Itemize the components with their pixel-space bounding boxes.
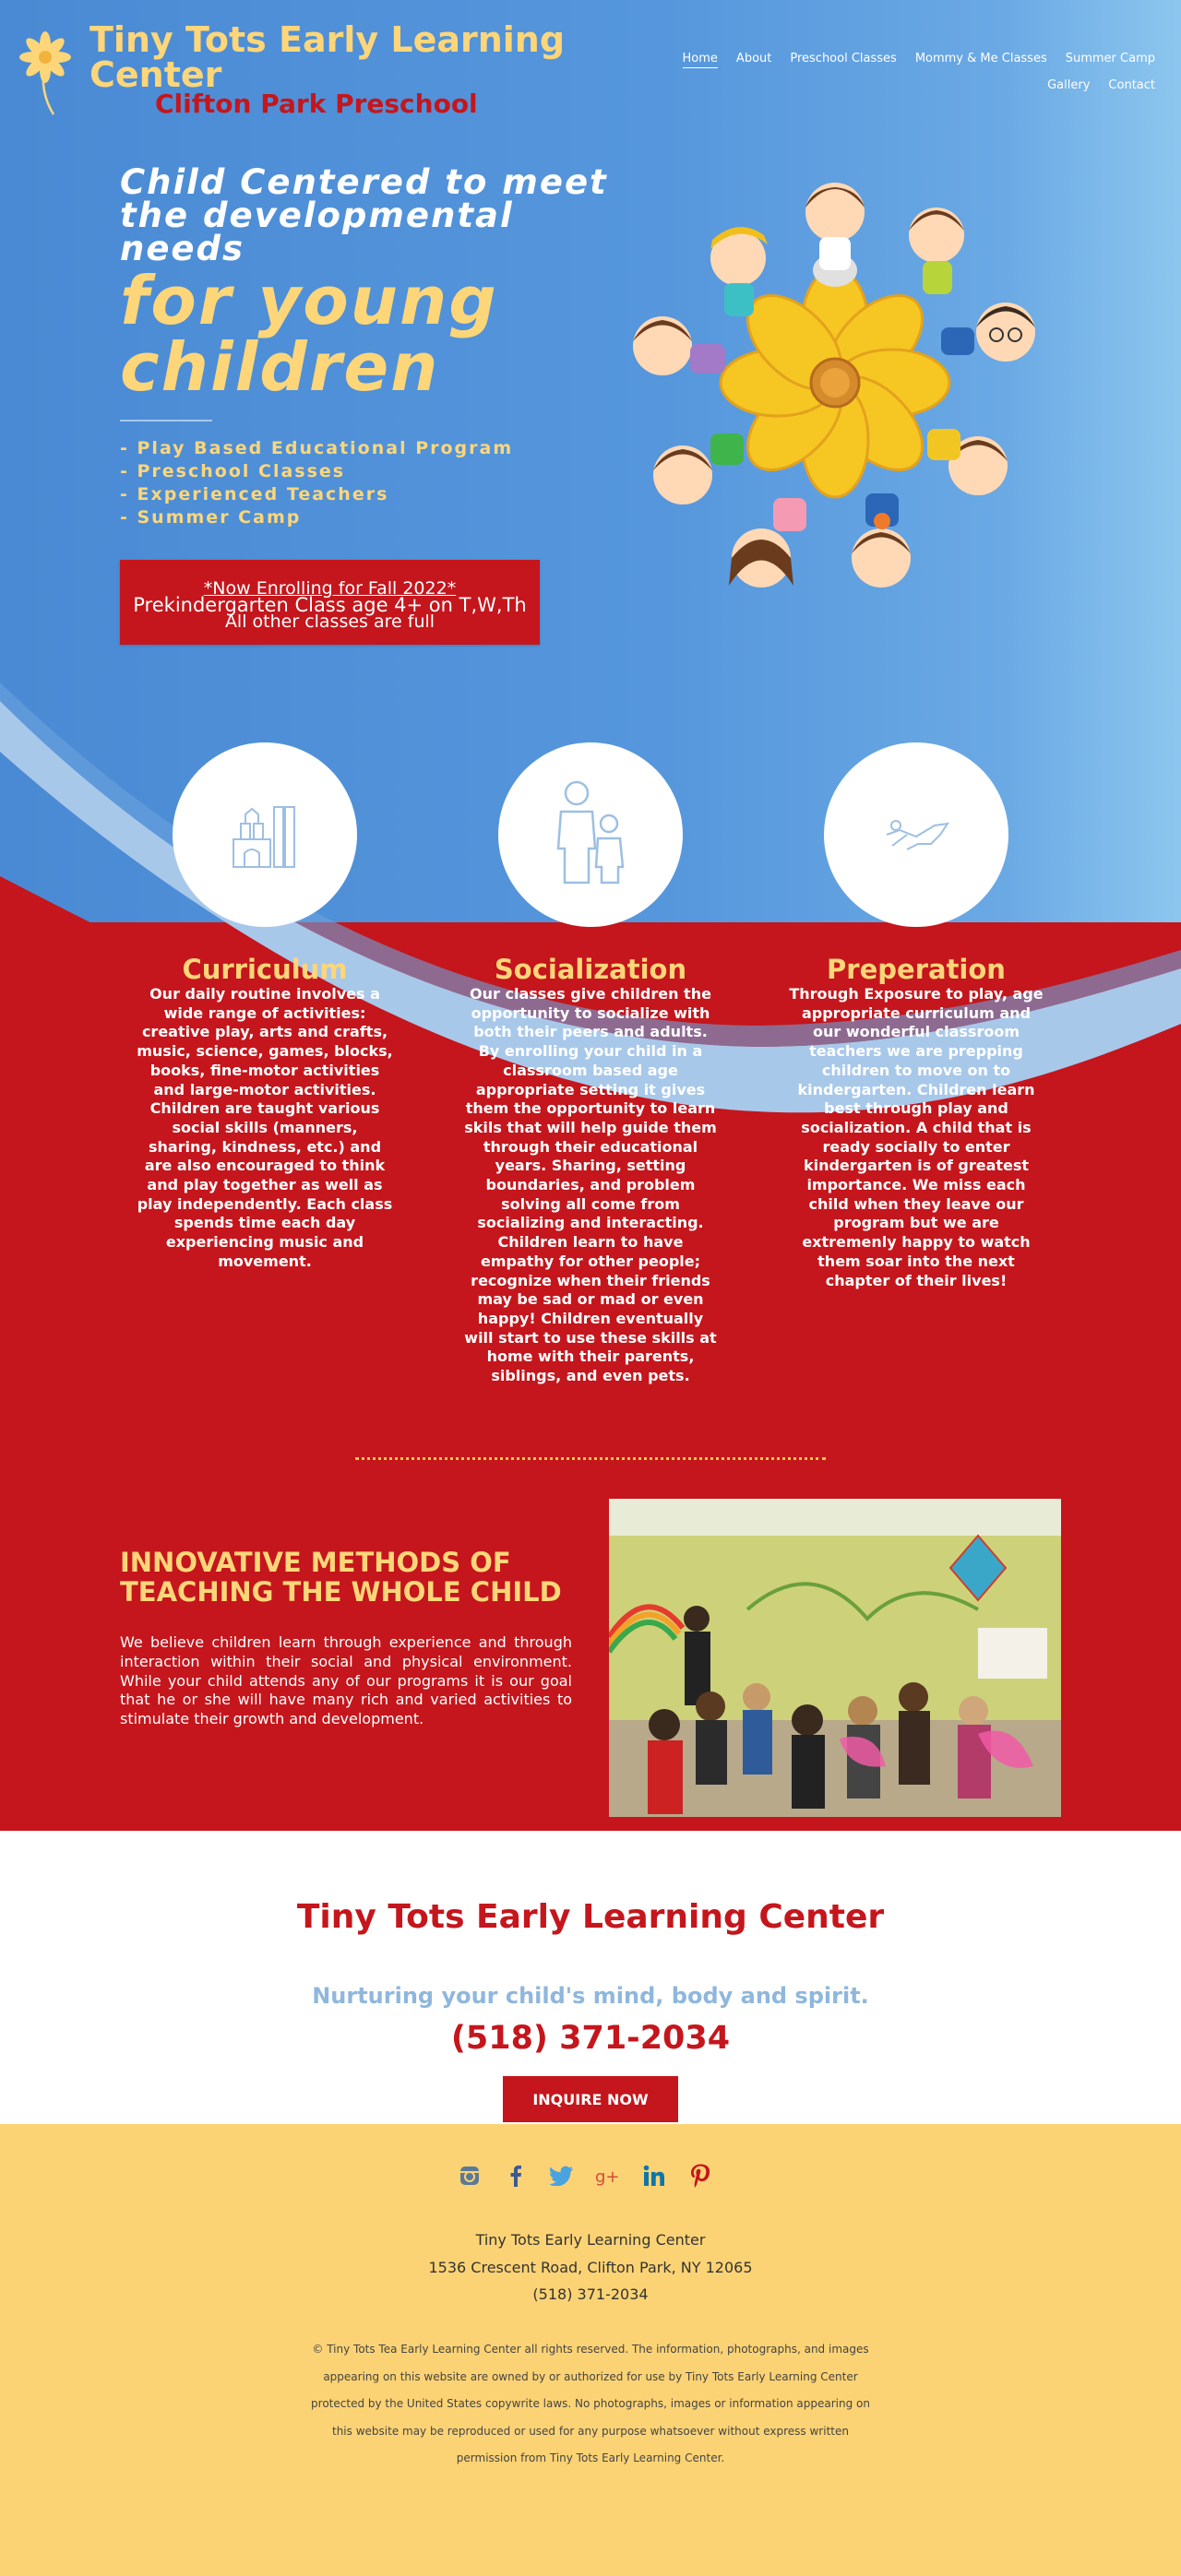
curriculum-title: Curriculum — [182, 954, 348, 985]
contact-title: Tiny Tots Early Learning Center — [296, 1898, 885, 1936]
site-title[interactable]: Tiny Tots Early Learning Center — [89, 19, 566, 95]
hero-headline-emphasis: for young children — [120, 262, 498, 406]
children-circle-illustration — [609, 171, 1061, 613]
footer-address-block — [0, 2226, 1181, 2309]
curriculum-text: Our daily routine involves a wide range of activities: creative play, arts and crafts, music, science, games, blocks, books, fine-motor activities and large-motor activities. Children are taught various social skills (manners, sharing, kindness, etc.) and are also encouraged to think and play together as well as play independently. Each class spends time each day experiencing music and movement. — [137, 985, 393, 1270]
linkedin-icon[interactable] — [641, 2163, 667, 2189]
hero-divider — [120, 420, 212, 421]
nav-gallery[interactable]: Gallery — [1047, 78, 1091, 92]
flower-logo-icon[interactable] — [17, 26, 76, 118]
dotted-divider — [355, 1457, 826, 1460]
socialization-icon-circle — [498, 742, 683, 927]
methods-text: We believe children learn through experience and through interaction within their social and physical environment. While your child attends any of our programs it is our goal that he or she will have many rich and varied activities to stimulate their growth and development. — [120, 1633, 572, 1728]
feature-list — [120, 437, 513, 529]
preperation-column — [782, 954, 1050, 1290]
twitter-icon[interactable] — [549, 2163, 575, 2189]
enrollment-headline[interactable]: *Now Enrolling for Fall 2022* — [203, 578, 457, 599]
feature-item: - Summer Camp — [120, 507, 302, 528]
enrollment-note: All other classes are full — [224, 611, 435, 632]
svg-text:g+: g+ — [595, 2167, 620, 2187]
facebook-icon[interactable] — [503, 2163, 529, 2189]
nav-preschool-classes[interactable]: Preschool Classes — [790, 52, 897, 65]
classroom-photo — [609, 1499, 1061, 1817]
hero-headline: Child Centered to meet the developmental needs — [120, 162, 608, 268]
main-nav — [638, 51, 1155, 94]
nav-summer-camp[interactable]: Summer Camp — [1065, 52, 1155, 65]
footer-copyright: © Tiny Tots Tea Early Learning Center all rights reserved. The information, photographs, and images appearing on this website are owned by or authorized for use by Tiny Tots Early Learning Center protected by the United States copywrite laws. No photographs, images or information appearing on this website may be reproduced or used for any purpose whatsoever without express written permission from Tiny Tots Early Learning Center. — [311, 2343, 870, 2464]
socialization-title: Socialization — [494, 954, 687, 985]
feature-item: - Experienced Teachers — [120, 484, 389, 505]
building-blocks-icon — [228, 798, 302, 872]
instagram-icon[interactable] — [457, 2163, 483, 2189]
flying-hero-icon — [879, 807, 953, 862]
footer — [0, 2124, 1181, 2576]
contact-tagline: Nurturing your child's mind, body and spirit. — [312, 1983, 869, 2009]
inquire-now-button[interactable]: INQUIRE NOW — [503, 2076, 678, 2122]
google-plus-icon[interactable] — [595, 2163, 621, 2189]
parent-child-icon — [544, 779, 637, 890]
preperation-title: Preperation — [827, 954, 1006, 985]
footer-business-name: Tiny Tots Early Learning Center — [475, 2231, 706, 2249]
socialization-text: Our classes give children the opportunity to socialize with both their peers and adults. By enrolling your child in a classroom based age appropriate setting it gives them the opportunity to learn skils that will help guide them through their educational years. Sharing, setting boundaries, and problem solving all come from socializing and interacting. Children learn to have empathy for other people; recognize when their friends may be sad or mad or even happy! Children eventually will start to use these skills at home with their parents, siblings, and even pets. — [464, 985, 717, 1385]
socialization-column — [457, 954, 724, 1386]
preperation-icon-circle — [824, 742, 1008, 927]
pinterest-icon[interactable] — [687, 2163, 713, 2189]
preperation-text: Through Exposure to play, age appropriate curriculum and our wonderful classroom teachers we are prepping children to move on to kindergarten. Children learn best through play and socialization. A child that is ready socially to enter kindergarten is of greatest importance. We miss each child when they leave our program but we are extremenly happy to watch them soar into the next chapter of their lives! — [789, 985, 1044, 1289]
footer-phone[interactable]: (518) 371-2034 — [532, 2285, 649, 2303]
footer-address: 1536 Crescent Road, Clifton Park, NY 12065 — [428, 2258, 753, 2276]
social-links — [457, 2163, 713, 2189]
nav-about[interactable]: About — [735, 52, 772, 65]
nav-contact[interactable]: Contact — [1108, 78, 1155, 92]
site-subtitle: Clifton Park Preschool — [155, 89, 478, 119]
curriculum-column — [131, 954, 399, 1272]
enrollment-banner[interactable] — [120, 560, 540, 645]
nav-mommy-me-classes[interactable]: Mommy & Me Classes — [914, 52, 1047, 65]
enrollment-class-info: Prekindergarten Class age 4+ on T,W,Th — [133, 594, 527, 616]
feature-item: - Play Based Educational Program — [120, 438, 514, 458]
nav-home[interactable]: Home — [683, 51, 718, 68]
feature-item: - Preschool Classes — [120, 461, 346, 481]
contact-phone[interactable]: (518) 371-2034 — [450, 2020, 731, 2057]
methods-title: INNOVATIVE METHODS OF TEACHING THE WHOLE CHILD — [120, 1547, 562, 1608]
curriculum-icon-circle — [173, 742, 357, 927]
